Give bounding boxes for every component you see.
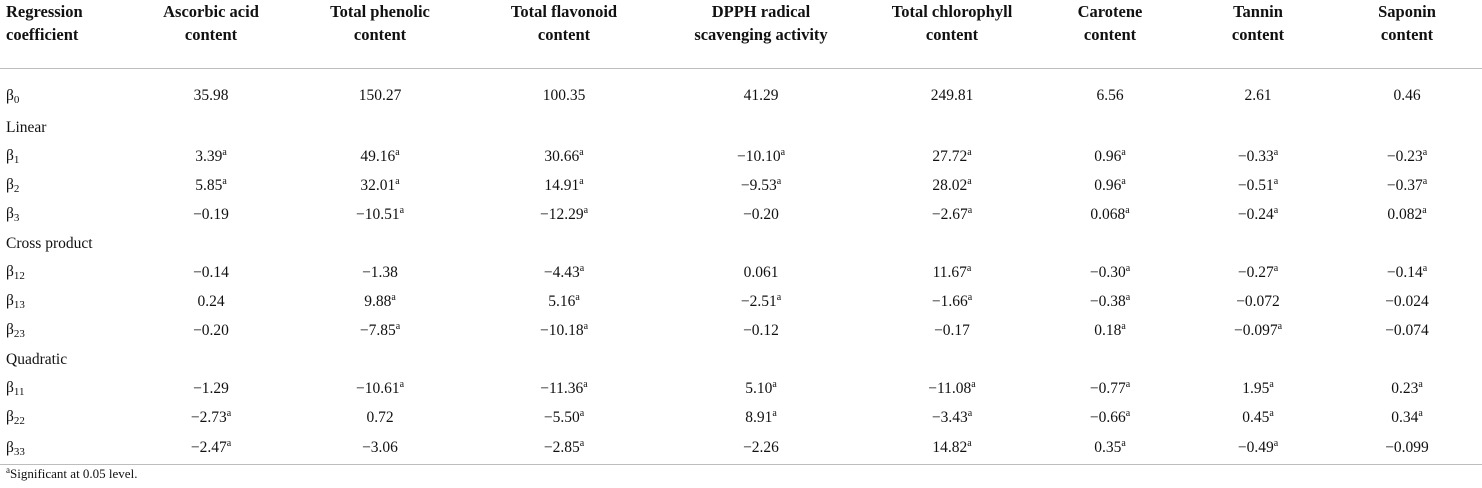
- significance-marker: a: [1125, 407, 1131, 419]
- table-row: [0, 258, 1482, 287]
- column-header-line: scavenging activity: [694, 25, 828, 44]
- significance-marker: a: [772, 407, 777, 419]
- cell-value: 28.02: [932, 176, 968, 194]
- table-cell: [1332, 142, 1482, 171]
- cell-value: −3.06: [362, 439, 398, 456]
- coefficient-symbol: β: [6, 176, 14, 193]
- table-cell: [286, 142, 474, 171]
- cell-value: −10.18: [539, 321, 584, 339]
- column-header-line: DPPH radical: [711, 2, 811, 21]
- significance-marker: a: [967, 407, 973, 419]
- group-label: Linear: [6, 118, 47, 136]
- column-header: [136, 0, 286, 69]
- group-row: [0, 345, 1482, 374]
- table-cell: [286, 287, 474, 316]
- table-cell: [1184, 316, 1332, 345]
- table-cell: [136, 171, 286, 200]
- significance-marker: a: [967, 438, 972, 449]
- coefficient-subscript: 3: [13, 212, 20, 224]
- significance-marker: a: [772, 378, 777, 390]
- table-cell: [1184, 374, 1332, 403]
- cell-value: 11.67: [932, 263, 967, 281]
- table-cell: [1036, 69, 1184, 114]
- cell-value: 8.91: [745, 408, 773, 426]
- table-cell: [474, 258, 654, 287]
- table-cell: [868, 403, 1036, 432]
- table-cell: [1036, 432, 1184, 465]
- significance-marker: a: [399, 204, 405, 216]
- cell-value: −0.33: [1237, 147, 1274, 165]
- column-header-line: Total phenolic: [330, 2, 430, 21]
- significance-marker: a: [395, 146, 400, 158]
- table-cell: [868, 258, 1036, 287]
- cell-value: 150.27: [358, 87, 402, 104]
- table-cell: [474, 200, 654, 229]
- column-header-line: content: [353, 25, 407, 44]
- significance-marker: a: [1125, 262, 1131, 274]
- table-cell: [654, 316, 868, 345]
- column-header-line: Regression: [6, 2, 83, 21]
- table-row: [0, 200, 1482, 229]
- coefficient-label: [0, 374, 136, 403]
- footnote-text: Significant at 0.05 level.: [10, 466, 138, 481]
- coefficient-symbol: β: [6, 205, 14, 222]
- column-header-line: content: [1083, 25, 1137, 44]
- cell-value: −2.73: [190, 408, 227, 426]
- cell-value: −0.12: [743, 321, 779, 339]
- cell-value: −0.14: [193, 263, 229, 281]
- cell-value: 0.35: [1094, 439, 1122, 456]
- significance-marker: a: [1121, 146, 1126, 158]
- column-header: [0, 0, 136, 69]
- cell-value: −0.17: [934, 321, 970, 339]
- coefficient-label: [0, 200, 136, 229]
- coefficient-symbol: β: [6, 263, 14, 280]
- cell-value: 35.98: [193, 87, 229, 104]
- table-cell: [1184, 258, 1332, 287]
- significance-marker: a: [1125, 204, 1130, 216]
- table-cell: [1036, 403, 1184, 432]
- cell-value: 0.34: [1391, 408, 1419, 426]
- coefficient-subscript: 1: [13, 154, 20, 166]
- table-cell: [1184, 287, 1332, 316]
- significance-marker: a: [222, 146, 227, 158]
- significance-marker: a: [967, 204, 973, 216]
- coefficient-subscript: 12: [13, 270, 25, 282]
- table-row: [0, 432, 1482, 465]
- significance-marker: a: [780, 146, 786, 158]
- cell-value: 249.81: [930, 87, 974, 104]
- table-cell: [868, 316, 1036, 345]
- column-header-line: Total chlorophyll: [891, 2, 1013, 21]
- column-header-line: content: [184, 25, 238, 44]
- significance-marker: a: [967, 291, 973, 303]
- significance-marker: a: [967, 146, 972, 158]
- cell-value: 5.16: [548, 292, 576, 310]
- significance-marker: a: [579, 146, 584, 158]
- significance-marker: a: [579, 262, 585, 274]
- cell-value: −0.77: [1089, 379, 1126, 397]
- column-header: [1036, 0, 1184, 69]
- table-footnote: [6, 466, 137, 482]
- table-cell: [286, 432, 474, 465]
- significance-marker: a: [1273, 146, 1279, 158]
- coefficient-label: [0, 171, 136, 200]
- table-cell: [654, 287, 868, 316]
- column-header-line: Tannin: [1233, 2, 1283, 21]
- significance-marker: a: [1125, 378, 1131, 390]
- significance-marker: a: [583, 320, 589, 332]
- table-cell: [654, 171, 868, 200]
- table-cell: [654, 403, 868, 432]
- cell-value: 0.72: [366, 408, 394, 426]
- significance-marker: a: [579, 438, 585, 449]
- cell-value: −1.66: [931, 292, 968, 310]
- cell-value: −10.61: [355, 379, 400, 397]
- significance-marker: a: [391, 291, 396, 303]
- table-row: [0, 142, 1482, 171]
- coefficient-subscript: 13: [13, 299, 25, 311]
- table-cell: [1036, 258, 1184, 287]
- table-row: [0, 287, 1482, 316]
- column-header: [474, 0, 654, 69]
- significance-marker: a: [1273, 175, 1279, 187]
- significance-marker: a: [583, 378, 588, 390]
- table-row: [0, 171, 1482, 200]
- table-cell: [136, 287, 286, 316]
- group-row: [0, 229, 1482, 258]
- cell-value: −0.37: [1386, 176, 1423, 194]
- table-cell: [1184, 142, 1332, 171]
- table-cell: [654, 432, 868, 465]
- table-cell: [1332, 258, 1482, 287]
- column-header: [654, 0, 868, 69]
- table-cell: [136, 432, 286, 465]
- cell-value: −0.19: [193, 205, 229, 223]
- cell-value: 0.24: [197, 292, 225, 310]
- cell-value: 0.96: [1094, 147, 1122, 165]
- significance-marker: a: [1121, 320, 1126, 332]
- table-cell: [474, 374, 654, 403]
- significance-marker: a: [575, 291, 580, 303]
- coefficient-symbol: β: [6, 321, 14, 338]
- cell-value: −5.50: [543, 408, 580, 426]
- significance-marker: a: [395, 320, 401, 332]
- column-header: [1332, 0, 1482, 69]
- table-cell: [654, 258, 868, 287]
- table-cell: [654, 142, 868, 171]
- cell-value: −2.47: [190, 439, 227, 456]
- significance-marker: a: [579, 175, 584, 187]
- column-header: [1184, 0, 1332, 69]
- cell-value: 6.56: [1096, 87, 1124, 104]
- cell-value: −9.53: [740, 176, 777, 194]
- table-cell: [286, 374, 474, 403]
- cell-value: −10.10: [736, 147, 781, 165]
- coefficient-label: [0, 316, 136, 345]
- cell-value: −0.38: [1089, 292, 1126, 310]
- coefficient-symbol: β: [6, 292, 14, 309]
- significance-marker: a: [776, 175, 782, 187]
- cell-value: 9.88: [364, 292, 392, 310]
- cell-value: −0.51: [1237, 176, 1274, 194]
- table-cell: [654, 374, 868, 403]
- table-cell: [286, 258, 474, 287]
- cell-value: −0.66: [1089, 408, 1126, 426]
- header-row: [0, 0, 1482, 69]
- cell-value: 14.91: [544, 176, 580, 194]
- cell-value: −11.08: [928, 379, 972, 397]
- column-header-line: Saponin: [1378, 2, 1436, 21]
- cell-value: 1.95: [1242, 379, 1270, 397]
- table-cell: [1332, 374, 1482, 403]
- table-cell: [136, 316, 286, 345]
- cell-value: 0.061: [743, 263, 779, 281]
- column-header: [286, 0, 474, 69]
- table-cell: [286, 200, 474, 229]
- cell-value: −1.38: [362, 263, 398, 281]
- significance-marker: a: [1273, 262, 1279, 274]
- table-cell: [1036, 316, 1184, 345]
- significance-marker: a: [579, 407, 585, 419]
- table-cell: [286, 69, 474, 114]
- cell-value: 0.45: [1242, 408, 1270, 426]
- table-cell: [136, 258, 286, 287]
- table-cell: [1036, 287, 1184, 316]
- cell-value: −0.30: [1089, 263, 1126, 281]
- significance-marker: a: [1125, 291, 1131, 303]
- table-cell: [868, 171, 1036, 200]
- significance-marker: a: [399, 378, 405, 390]
- coefficient-subscript: 22: [13, 415, 25, 427]
- table-cell: [868, 287, 1036, 316]
- significance-marker: a: [1273, 204, 1279, 216]
- table-cell: [474, 403, 654, 432]
- significance-marker: a: [1418, 407, 1423, 419]
- table-cell: [474, 432, 654, 465]
- table-cell: [474, 287, 654, 316]
- footnote-marker: a: [6, 465, 10, 475]
- table-cell: [136, 200, 286, 229]
- table-row: [0, 316, 1482, 345]
- cell-value: 49.16: [360, 147, 396, 165]
- cell-value: 32.01: [360, 176, 396, 194]
- table-cell: [868, 69, 1036, 114]
- cell-value: 0.96: [1094, 176, 1122, 194]
- table-cell: [1332, 200, 1482, 229]
- table-cell: [1036, 142, 1184, 171]
- cell-value: −0.27: [1237, 263, 1274, 281]
- table-cell: [136, 142, 286, 171]
- cell-value: −11.36: [540, 379, 584, 397]
- cell-value: 27.72: [932, 147, 968, 165]
- significance-marker: a: [1422, 204, 1427, 216]
- coefficient-subscript: 2: [13, 183, 20, 195]
- table-row: [0, 374, 1482, 403]
- table-cell: [1184, 432, 1332, 465]
- table-cell: [474, 69, 654, 114]
- cell-value: 2.61: [1244, 87, 1272, 104]
- significance-marker: a: [1273, 438, 1279, 449]
- column-header-line: Ascorbic acid: [163, 2, 259, 21]
- cell-value: 5.10: [745, 379, 773, 397]
- table-cell: [136, 374, 286, 403]
- column-header-line: content: [1380, 25, 1434, 44]
- table-cell: [868, 374, 1036, 403]
- cell-value: 3.39: [195, 147, 223, 165]
- cell-value: −0.14: [1386, 263, 1423, 281]
- significance-marker: a: [1269, 378, 1274, 390]
- cell-value: −10.51: [355, 205, 400, 223]
- table-row: [0, 403, 1482, 432]
- cell-value: −0.49: [1237, 439, 1274, 456]
- cell-value: 0.23: [1391, 379, 1419, 397]
- table-cell: [1036, 200, 1184, 229]
- table-cell: [1036, 171, 1184, 200]
- coefficient-label: [0, 258, 136, 287]
- table-cell: [1332, 287, 1482, 316]
- significance-marker: a: [226, 438, 232, 449]
- cell-value: −3.43: [931, 408, 968, 426]
- column-header-line: coefficient: [6, 25, 79, 44]
- cell-value: 41.29: [743, 87, 779, 104]
- coefficient-label: [0, 432, 136, 465]
- significance-marker: a: [1121, 438, 1126, 449]
- table-cell: [1332, 403, 1482, 432]
- column-header-line: content: [1231, 25, 1285, 44]
- table-cell: [1332, 316, 1482, 345]
- table-cell: [1332, 432, 1482, 465]
- cell-value: −0.099: [1385, 439, 1429, 456]
- significance-marker: a: [226, 407, 232, 419]
- table-cell: [474, 171, 654, 200]
- coefficient-subscript: 23: [13, 328, 25, 340]
- column-header-line: Total flavonoid: [510, 2, 618, 21]
- table-row: [0, 69, 1482, 114]
- table-cell: [286, 316, 474, 345]
- cell-value: −0.072: [1236, 292, 1280, 310]
- coefficient-symbol: β: [6, 86, 14, 104]
- table-cell: [654, 69, 868, 114]
- cell-value: 5.85: [195, 176, 223, 194]
- cell-value: 100.35: [542, 87, 586, 104]
- column-header-line: Carotene: [1077, 2, 1143, 21]
- cell-value: −0.074: [1385, 321, 1429, 339]
- table-cell: [868, 432, 1036, 465]
- cell-value: −0.20: [743, 205, 779, 223]
- significance-marker: a: [395, 175, 400, 187]
- group-row: [0, 113, 1482, 142]
- cell-value: −2.67: [931, 205, 968, 223]
- column-header-line: content: [537, 25, 591, 44]
- cell-value: −7.85: [359, 321, 396, 339]
- table-cell: [868, 200, 1036, 229]
- cell-value: −0.23: [1386, 147, 1423, 165]
- table-cell: [474, 142, 654, 171]
- significance-marker: a: [1422, 175, 1428, 187]
- coefficient-symbol: β: [6, 147, 14, 164]
- table-cell: [286, 403, 474, 432]
- coefficient-symbol: β: [6, 438, 14, 456]
- cell-value: 0.46: [1393, 87, 1421, 104]
- significance-marker: a: [583, 204, 589, 216]
- cell-value: −2.85: [543, 439, 580, 456]
- coefficient-label: [0, 142, 136, 171]
- column-header: [868, 0, 1036, 69]
- significance-marker: a: [222, 175, 227, 187]
- significance-marker: a: [1269, 407, 1274, 419]
- table-cell: [1184, 171, 1332, 200]
- table-cell: [1036, 374, 1184, 403]
- table-cell: [654, 200, 868, 229]
- table-cell: [474, 316, 654, 345]
- group-label: Cross product: [6, 234, 93, 252]
- coefficient-symbol: β: [6, 408, 14, 425]
- cell-value: −0.24: [1237, 205, 1274, 223]
- table-cell: [1332, 69, 1482, 114]
- table-cell: [286, 171, 474, 200]
- cell-value: −1.29: [193, 379, 229, 397]
- significance-marker: a: [776, 291, 782, 303]
- cell-value: −2.26: [743, 439, 779, 456]
- cell-value: −0.097: [1233, 321, 1278, 339]
- table-cell: [1184, 403, 1332, 432]
- cell-value: −12.29: [539, 205, 584, 223]
- significance-marker: a: [1277, 320, 1283, 332]
- table-header: [0, 0, 1482, 69]
- coefficient-subscript: 33: [13, 445, 25, 458]
- significance-marker: a: [971, 378, 976, 390]
- table-cell: [1332, 171, 1482, 200]
- cell-value: −4.43: [543, 263, 580, 281]
- significance-marker: a: [966, 262, 972, 274]
- cell-value: −0.20: [193, 321, 229, 339]
- significance-marker: a: [1422, 262, 1428, 274]
- coefficient-label: [0, 403, 136, 432]
- cell-value: 14.82: [932, 439, 968, 456]
- significance-marker: a: [1422, 146, 1428, 158]
- cell-value: 0.18: [1094, 321, 1122, 339]
- coefficient-symbol: β: [6, 379, 14, 396]
- coefficient-subscript: 0: [13, 93, 20, 106]
- table-body: [0, 69, 1482, 465]
- cell-value: 0.082: [1387, 205, 1423, 223]
- significance-marker: a: [1121, 175, 1126, 187]
- cell-value: 0.068: [1090, 205, 1126, 223]
- significance-marker: a: [1418, 378, 1423, 390]
- table-cell: [1184, 69, 1332, 114]
- significance-marker: a: [967, 175, 972, 187]
- coefficient-subscript: 11: [13, 386, 25, 398]
- table-cell: [868, 142, 1036, 171]
- coefficient-label: [0, 69, 136, 114]
- group-label: Quadratic: [6, 350, 68, 368]
- table-cell: [136, 403, 286, 432]
- cell-value: 30.66: [544, 147, 580, 165]
- table-cell: [136, 69, 286, 114]
- cell-value: −2.51: [740, 292, 777, 310]
- coefficient-label: [0, 287, 136, 316]
- table-cell: [1184, 200, 1332, 229]
- cell-value: −0.024: [1385, 292, 1429, 310]
- column-header-line: content: [925, 25, 979, 44]
